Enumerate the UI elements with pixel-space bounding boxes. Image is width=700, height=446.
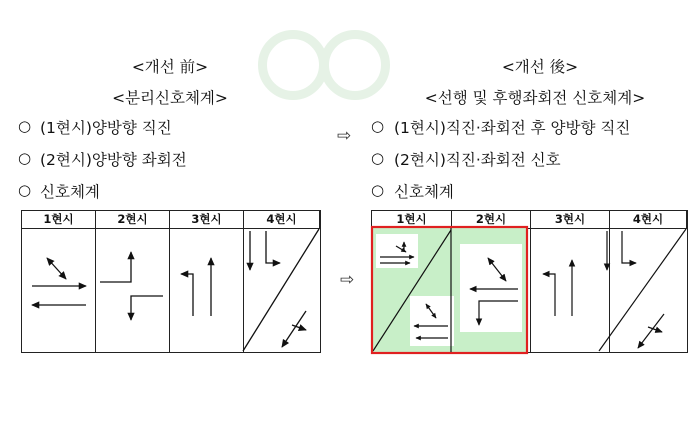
before-phase-header: 2현시 [96,211,170,229]
bullet-icon: ○ [371,117,385,135]
before-subheading: <분리신호체계> [112,89,228,107]
left-turn-arrow [543,274,555,316]
after-item-1: (1현시)직진·좌회전 후 양방향 직진 [394,119,631,137]
transition-arrow-icon: ⇨ [337,126,352,146]
after-phase-header: 3현시 [531,211,610,229]
bullet-icon: ○ [371,181,385,199]
after-phase-header: 4현시 [610,211,687,229]
after-subheading: <선행 및 후행좌회전 신호체계> [424,89,646,107]
before-item-2: (2현시)양방향 좌회전 [40,151,187,169]
after-phase-header: 2현시 [452,211,531,229]
before-phase-header: 4현시 [244,211,320,229]
before-item-3: 신호체계 [40,183,100,201]
bullet-icon: ○ [18,181,32,199]
before-heading: <개선 前> [131,58,209,76]
bullet-icon: ○ [371,149,385,167]
bullet-icon: ○ [18,149,32,167]
before-phase-header: 1현시 [22,211,96,229]
after-item-3: 신호체계 [394,183,454,201]
left-turn-arrow [622,231,636,263]
inset-box [460,244,522,332]
transition-arrow-icon: ⇨ [340,270,355,290]
after-heading: <개선 後> [501,58,579,76]
after-phase-header: 1현시 [372,211,452,229]
after-item-2: (2현시)직진·좌회전 신호 [394,151,561,169]
before-item-1: (1현시)양방향 직진 [40,119,172,137]
before-phase-header: 3현시 [170,211,244,229]
bullet-icon: ○ [18,117,32,135]
divider-line [599,229,686,351]
